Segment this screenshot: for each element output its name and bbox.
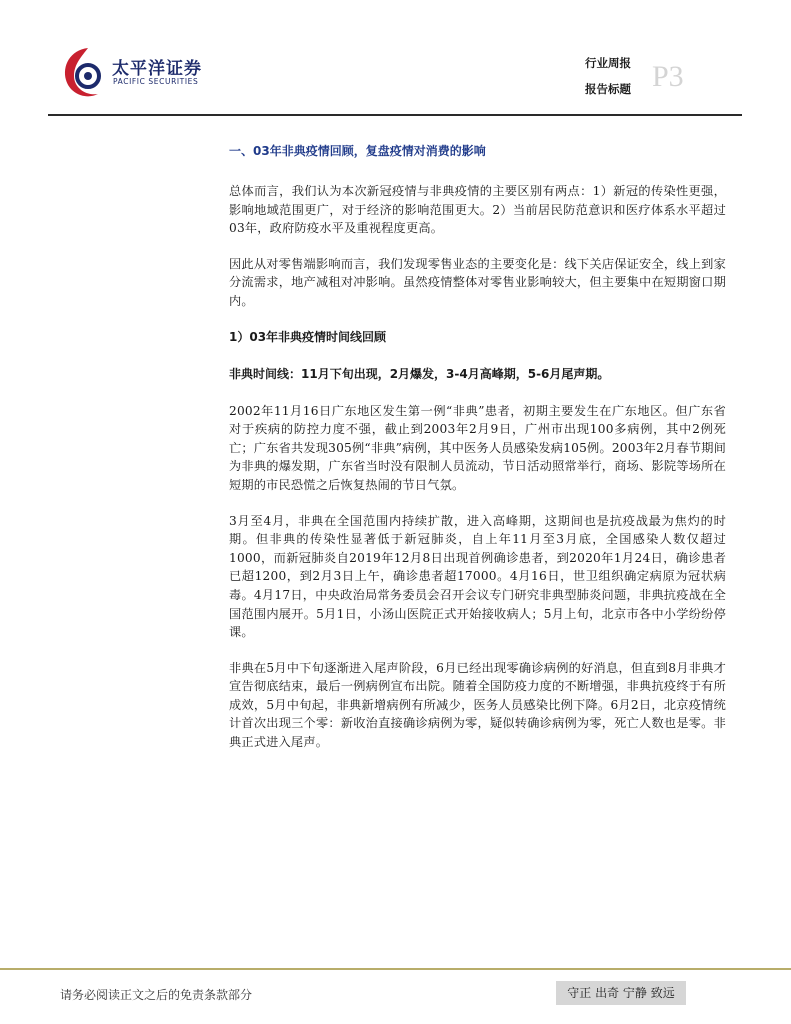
pacific-securities-logo-icon [60, 44, 110, 102]
paragraph-outbreak: 2002年11月16日广东地区发生第一例“非典”患者，初期主要发生在广东地区。但广东省对于疾病的防控力度不强，截止到2003年2月9日，广州市出现100多病例，其中2例死亡；广东省共发现305例“非典”病例，其中医务人员感染发病105例。2003年2月春节期间为非典的爆发期，广东省当时没有限制人员流动，节日活动照常举行，商场、影院等场所在短期的市民恐慌之后恢复热闹的节日气氛。 [229, 403, 726, 492]
subsection-heading: 1）03年非典疫情时间线回顾 [229, 329, 387, 344]
company-motto: 守正 出奇 宁静 致远 [556, 981, 686, 1005]
section-heading: 一、03年非典疫情回顾，复盘疫情对消费的影响 [229, 144, 486, 158]
timeline-highlight: 非典时间线：11月下旬出现，2月爆发，3-4月高峰期，5-6月尾声期。 [229, 366, 610, 381]
logo-chinese-name: 太平洋证券 [112, 59, 202, 79]
disclaimer-note: 请务必阅读正文之后的免责条款部分 [60, 988, 253, 1002]
paragraph-peak: 3月至4月，非典在全国范围内持续扩散，进入高峰期，这期间也是抗疫战最为焦灼的时期。但非典的传染性显著低于新冠肺炎，自上年11月至3月底，全国感染人数仅超过1000，而新冠肺炎自2019年12月8日出现首例确诊患者，到2020年1月24日，确诊患者已超1200，到2月3日上午，确诊患者超17000。4月16日，世卫组织确定病原为冠状病毒。4月17日，中央政治局常务委员会召开会议专门研究非典型肺炎问题，非典抗疫战在全国范围内展开。5月1日，小汤山医院正式开始接收病人；5月上旬，北京市各中小学纷纷停课。 [229, 513, 726, 640]
report-title-label: 报告标题 [585, 82, 631, 96]
paragraph-ending: 非典在5月中下旬逐渐进入尾声阶段，6月已经出现零确诊病例的好消息，但直到8月非典才宣告彻底结束，最后一例病例宣布出院。随着全国防疫力度的不断增强，非典抗疫终于有所成效，5月中旬起，非典新增病例有所减少，医务人员感染比例下降。6月2日，北京疫情统计首次出现三个零：新收治直接确诊病例为零，疑似转确诊病例为零，死亡人数也是零。非典正式进入尾声。 [229, 660, 726, 750]
header-divider [48, 114, 742, 116]
paragraph-retail-impact: 因此从对零售端影响而言，我们发现零售业态的主要变化是：线下关店保证安全，线上到家分流需求，地产减租对冲影响。虽然疫情整体对零售业影响较大，但主要集中在短期窗口期内。 [229, 256, 726, 308]
page-number: P3 [652, 60, 684, 93]
report-type-label: 行业周报 [585, 56, 631, 70]
report-body [229, 141, 726, 769]
logo-english-name: PACIFIC SECURITIES [113, 77, 199, 86]
company-logo [60, 44, 210, 104]
paragraph-summary: 总体而言，我们认为本次新冠疫情与非典疫情的主要区别有两点：1）新冠的传染性更强，影响地域范围更广，对于经济的影响范围更大。2）当前居民防范意识和医疗体系水平超过03年，政府防疫水平及重视程度更高。 [229, 184, 726, 236]
footer-divider [0, 968, 791, 970]
